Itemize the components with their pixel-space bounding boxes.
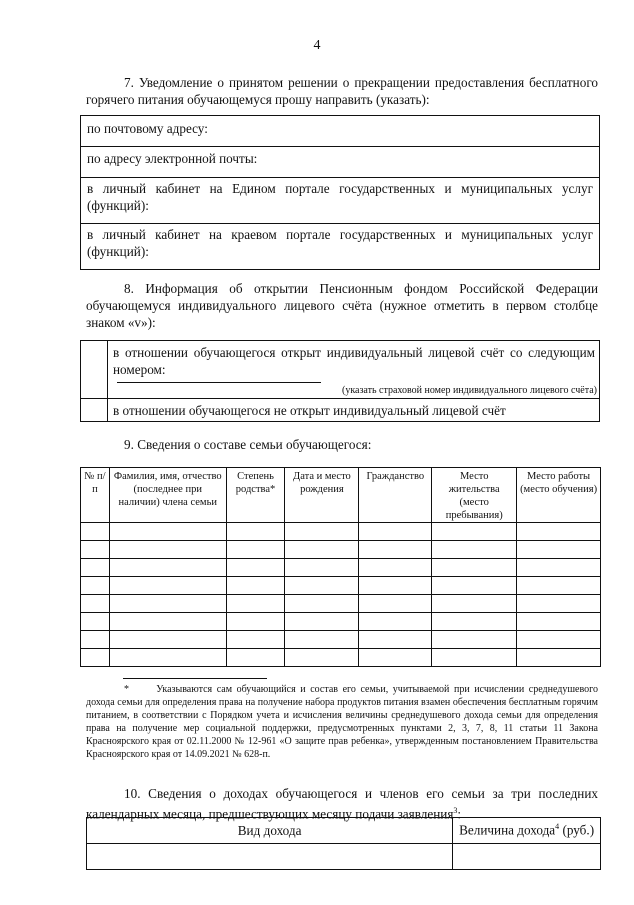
family-cell[interactable] <box>359 595 432 613</box>
family-cell[interactable] <box>285 559 359 577</box>
family-cell[interactable] <box>517 631 601 649</box>
family-cell[interactable] <box>81 631 110 649</box>
family-cell[interactable] <box>226 649 285 667</box>
family-col-header: Степень родства* <box>226 468 285 523</box>
family-cell[interactable] <box>285 523 359 541</box>
family-row <box>81 613 601 631</box>
family-cell[interactable] <box>285 541 359 559</box>
family-cell[interactable] <box>359 613 432 631</box>
family-cell[interactable] <box>109 649 226 667</box>
footnote-text: Указываются сам обучающийся и состав его семьи, учитываемой при исчислении среднедушевого дохода семьи для определения права на получение набора продуктов питания взамен обеспечения бесплатным горячим питанием, в соответствии с Порядком учета и исчисления величины среднедушевого дохода семьи для определения права на получение мер социальной поддержки, предусмотренных пунктами 2, 3, 7, 8, 11 статьи 11 Закона Красноярского края от 02.11.2000 № 12-961 «О защите прав ребенка», утвержденным постановлением Правительства Красноярского края от 14.09.2021 № 628-п. <box>86 684 598 760</box>
family-cell[interactable] <box>226 541 285 559</box>
family-cell[interactable] <box>432 649 517 667</box>
family-cell[interactable] <box>517 559 601 577</box>
family-cell[interactable] <box>81 523 110 541</box>
family-row <box>81 631 601 649</box>
family-cell[interactable] <box>517 541 601 559</box>
option-account-not-opened-checkbox[interactable] <box>81 399 107 423</box>
family-composition-table <box>80 467 601 667</box>
family-cell[interactable] <box>226 613 285 631</box>
family-cell[interactable] <box>109 631 226 649</box>
notify-row-regional-portal[interactable]: в личный кабинет на краевом портале государственных и муниципальных услуг (функций): <box>87 227 593 259</box>
col-income-type: Вид дохода <box>87 818 453 844</box>
family-cell[interactable] <box>109 523 226 541</box>
family-cell[interactable] <box>359 631 432 649</box>
family-cell[interactable] <box>226 577 285 595</box>
col-income-amount: Величина дохода$^4$ (руб.) <box>453 818 601 844</box>
notify-row-postal[interactable]: по почтовому адресу: <box>87 121 208 136</box>
family-row <box>81 523 601 541</box>
family-row <box>81 649 601 667</box>
account-number-hint: (указать страховой номер индивидуального лицевого счёта) <box>341 385 597 396</box>
family-cell[interactable] <box>432 523 517 541</box>
footnote <box>86 683 598 761</box>
family-cell[interactable] <box>285 649 359 667</box>
family-cell[interactable] <box>109 559 226 577</box>
family-cell[interactable] <box>285 595 359 613</box>
family-cell[interactable] <box>285 577 359 595</box>
page-number: 4 <box>313 38 321 53</box>
family-cell[interactable] <box>285 631 359 649</box>
family-col-header: № п/п <box>81 468 110 523</box>
family-cell[interactable] <box>517 595 601 613</box>
family-cell[interactable] <box>359 541 432 559</box>
family-cell[interactable] <box>432 559 517 577</box>
section-7-heading: 7. Уведомление о принятом решении о прекращении предоставления бесплатного горячего питания обучающемуся прошу направить (указать): <box>86 75 598 107</box>
family-cell[interactable] <box>432 595 517 613</box>
family-cell[interactable] <box>109 541 226 559</box>
family-cell[interactable] <box>359 649 432 667</box>
option-account-opened: в отношении обучающегося открыт индивидуальный лицевой счёт со следующим номером: <box>113 345 595 377</box>
section-9-heading: 9. Сведения о составе семьи обучающегося: <box>124 437 372 452</box>
section-8-account-table <box>80 340 600 422</box>
notify-row-email[interactable]: по адресу электронной почты: <box>87 151 258 166</box>
footnote-divider <box>123 678 267 679</box>
family-cell[interactable] <box>226 595 285 613</box>
family-cell[interactable] <box>517 523 601 541</box>
income-amount-cell[interactable] <box>453 844 601 870</box>
family-cell[interactable] <box>226 523 285 541</box>
income-type-cell[interactable] <box>87 844 453 870</box>
family-cell[interactable] <box>359 577 432 595</box>
account-number-input[interactable] <box>117 369 321 383</box>
family-cell[interactable] <box>226 559 285 577</box>
family-cell[interactable] <box>517 613 601 631</box>
option-account-opened-checkbox[interactable] <box>81 341 107 398</box>
family-row <box>81 577 601 595</box>
family-cell[interactable] <box>359 559 432 577</box>
family-row <box>81 595 601 613</box>
family-col-header: Место жительства (место пребывания) <box>432 468 517 523</box>
section-8-heading: 8. Информация об открытии Пенсионным фондом Российской Федерации обучающемуся индивидуального лицевого счёта (нужное отметить в первом столбце знаком «v»): <box>86 281 598 330</box>
family-cell[interactable] <box>285 613 359 631</box>
section-7-notification-table <box>80 115 600 270</box>
family-cell[interactable] <box>517 649 601 667</box>
family-cell[interactable] <box>109 577 226 595</box>
family-col-header: Фамилия, имя, отчество (последнее при наличии) члена семьи <box>109 468 226 523</box>
family-cell[interactable] <box>109 595 226 613</box>
family-cell[interactable] <box>517 577 601 595</box>
family-cell[interactable] <box>109 613 226 631</box>
family-row <box>81 559 601 577</box>
family-cell[interactable] <box>432 577 517 595</box>
family-cell[interactable] <box>81 649 110 667</box>
family-col-header: Дата и место рождения <box>285 468 359 523</box>
family-col-header: Место работы (место обучения) <box>517 468 601 523</box>
family-cell[interactable] <box>432 613 517 631</box>
family-cell[interactable] <box>81 541 110 559</box>
family-cell[interactable] <box>432 631 517 649</box>
family-cell[interactable] <box>432 541 517 559</box>
section-10-heading: 10. Сведения о доходах обучающегося и членов его семьи за три последних календарных месяца, предшествующих месяцу подачи заявления$^3$: <box>86 786 598 822</box>
family-cell[interactable] <box>81 577 110 595</box>
option-account-not-opened: в отношении обучающегося не открыт индивидуальный лицевой счёт <box>113 403 506 418</box>
family-col-header: Гражданство <box>359 468 432 523</box>
family-cell[interactable] <box>81 613 110 631</box>
family-cell[interactable] <box>226 631 285 649</box>
family-row <box>81 541 601 559</box>
family-cell[interactable] <box>359 523 432 541</box>
family-cell[interactable] <box>81 595 110 613</box>
footnote-mark: * <box>124 684 129 695</box>
family-cell[interactable] <box>81 559 110 577</box>
income-table <box>86 817 601 870</box>
notify-row-federal-portal[interactable]: в личный кабинет на Едином портале государственных и муниципальных услуг (функций): <box>87 181 593 213</box>
